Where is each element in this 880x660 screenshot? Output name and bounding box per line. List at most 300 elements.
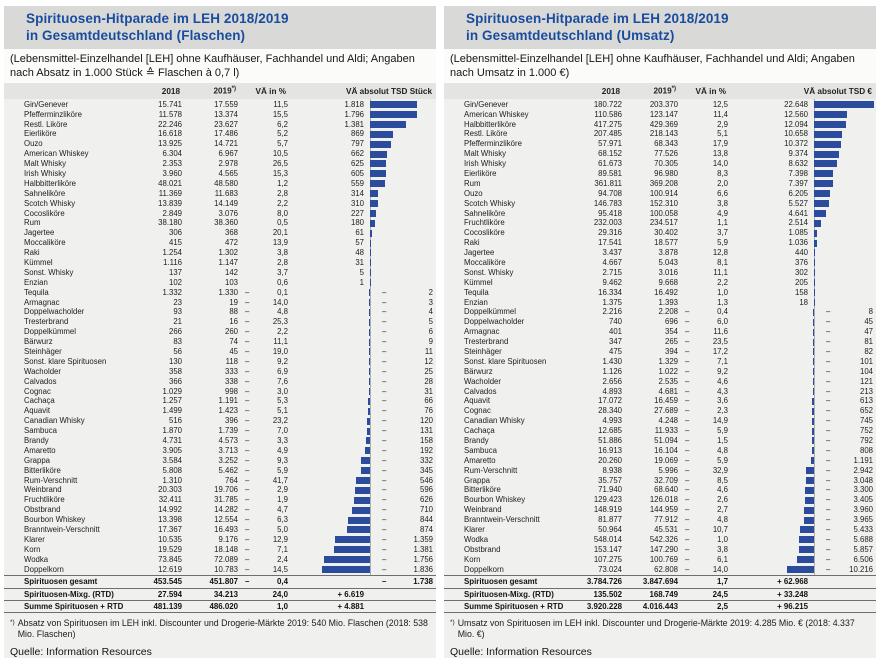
value-abs: 1 <box>359 277 364 287</box>
table-row <box>444 406 876 416</box>
bar-cell <box>728 228 876 238</box>
bar-cell <box>728 426 876 436</box>
minus-sign: – <box>685 475 690 485</box>
row-label: Wacholder <box>464 376 501 386</box>
minus-sign: – <box>685 327 690 337</box>
minus-sign: – <box>685 534 690 544</box>
table-row <box>4 387 436 397</box>
table-row <box>444 377 876 387</box>
minus-sign: – <box>685 544 690 554</box>
pct-number: 4,7 <box>277 505 288 515</box>
table-row <box>444 436 876 446</box>
value-abs: 8.632 <box>788 159 808 169</box>
row-label: Wacholder <box>24 366 61 376</box>
value-abs: 1.036 <box>788 238 808 248</box>
bar-cell <box>288 485 436 495</box>
value-2019: 369.208 <box>649 178 678 188</box>
minus-sign: – <box>826 445 831 455</box>
minus-sign: – <box>245 287 250 297</box>
value-2018: 153.147 <box>593 544 622 554</box>
pct-number: 14,0 <box>712 564 728 574</box>
pct-number: 1,0 <box>717 287 728 297</box>
row-label: Irish Whisky <box>464 159 507 169</box>
value-pct <box>678 337 728 347</box>
table-row <box>4 545 436 555</box>
panel-flaschen <box>4 6 436 658</box>
row-label: Kümmel <box>464 277 493 287</box>
row-label: Moccaliköre <box>24 238 66 248</box>
pct-number: 4,9 <box>277 445 288 455</box>
value-pct <box>238 317 288 327</box>
table-row <box>444 317 876 327</box>
abs-number: 5.857 <box>853 544 873 554</box>
title-line-2: in Gesamtdeutschland (Umsatz) <box>466 27 675 43</box>
value-pct <box>238 327 288 337</box>
value-bar <box>352 507 370 514</box>
pct-number: 41,7 <box>272 475 288 485</box>
bar-cell <box>728 159 876 169</box>
bar-cell <box>288 110 436 120</box>
minus-sign: – <box>382 564 387 574</box>
pct-number: 14,0 <box>712 159 728 169</box>
value-bar <box>370 131 393 138</box>
value-pct <box>678 456 728 466</box>
table-row <box>4 159 436 169</box>
row-label: Doppelkümmel <box>464 307 517 317</box>
value-2018: 20.303 <box>158 485 182 495</box>
value-abs: 12.094 <box>784 119 808 129</box>
bar-cell <box>728 288 876 298</box>
bar-cell <box>728 576 876 587</box>
value-2018: 4.893 <box>602 386 622 396</box>
pct-number: 0,6 <box>277 277 288 287</box>
pct-number: 8,3 <box>717 168 728 178</box>
row-label: Malt Whisky <box>464 149 507 159</box>
value-abs-neg <box>382 337 433 347</box>
bar-cell <box>728 238 876 248</box>
row-label: Sambuca <box>24 426 57 436</box>
table-row <box>4 485 436 495</box>
table-row <box>444 110 876 120</box>
value-pct <box>678 555 728 565</box>
bar-cell <box>288 601 436 612</box>
value-abs: 10.658 <box>784 129 808 139</box>
value-pct <box>238 357 288 367</box>
row-label: Aquavit <box>24 406 51 416</box>
minus-sign: – <box>685 376 690 386</box>
minus-sign: – <box>245 485 250 495</box>
table-row <box>4 406 436 416</box>
value-abs-neg <box>382 525 433 535</box>
row-label: Spirituosen gesamt <box>464 577 538 587</box>
value-abs-neg <box>382 317 433 327</box>
value-2018: 17.541 <box>598 238 622 248</box>
value-abs: 5 <box>359 267 364 277</box>
value-abs: 6.205 <box>788 188 808 198</box>
value-bar <box>812 418 814 425</box>
value-bar <box>812 437 814 444</box>
value-2019: 16 <box>229 317 238 327</box>
minus-sign: – <box>826 386 831 396</box>
value-2018: 1.126 <box>602 366 622 376</box>
value-abs: 205 <box>794 277 808 287</box>
value-abs-neg <box>826 476 873 486</box>
abs-number: 12 <box>424 356 433 366</box>
table-row <box>4 218 436 228</box>
value-abs-neg <box>382 476 433 486</box>
value-bar <box>806 467 814 474</box>
bar-cell <box>728 466 876 476</box>
row-label: Tresterbrand <box>464 337 509 347</box>
minus-sign: – <box>382 317 387 327</box>
bar-cell <box>288 555 436 565</box>
row-label: Obstbrand <box>24 505 61 515</box>
bar-cell <box>728 485 876 495</box>
row-label: Wodka <box>464 534 489 544</box>
abs-number: 1.738 <box>413 577 433 587</box>
bar-cell <box>728 601 876 612</box>
value-abs-neg <box>826 416 873 426</box>
table-row <box>444 416 876 426</box>
abs-number: 28 <box>424 376 433 386</box>
pct-number: 5,2 <box>277 129 288 139</box>
footnote-marker: *) <box>231 86 236 92</box>
value-pct <box>238 476 288 486</box>
column-header-2018: 2018 <box>601 86 620 96</box>
value-2019: 451.807 <box>209 577 238 587</box>
value-bar <box>369 368 370 375</box>
row-label: Jagertee <box>464 248 495 258</box>
value-abs-neg <box>382 545 433 555</box>
row-label: Doppelwacholder <box>464 317 525 327</box>
minus-sign: – <box>826 406 831 416</box>
value-pct <box>678 436 728 446</box>
pct-number: 8,1 <box>717 257 728 267</box>
value-2018: 23 <box>173 297 182 307</box>
value-2019: 100.769 <box>649 554 678 564</box>
value-2019: 3.252 <box>218 455 238 465</box>
pct-number: 6,6 <box>717 188 728 198</box>
abs-number: 3.405 <box>853 495 873 505</box>
abs-number: 546 <box>419 475 433 485</box>
value-bar <box>370 249 371 256</box>
value-bar <box>813 358 814 365</box>
value-bar <box>369 339 370 346</box>
row-label: Irish Whisky <box>24 168 67 178</box>
pct-number: 4,8 <box>277 307 288 317</box>
footnote-marker: *) <box>671 86 676 92</box>
minus-sign: – <box>382 554 387 564</box>
value-bar <box>787 566 814 573</box>
value-pct <box>238 396 288 406</box>
bar-cell <box>288 317 436 327</box>
row-label: Klarer <box>24 534 45 544</box>
value-pct <box>678 426 728 436</box>
table-row <box>4 189 436 199</box>
value-2018: 56 <box>173 347 182 356</box>
minus-sign: – <box>245 475 250 485</box>
value-2018: 94.708 <box>598 188 622 198</box>
table-row <box>4 416 436 426</box>
value-bar <box>814 200 829 207</box>
abs-number: 2.942 <box>853 465 873 475</box>
value-2018: 73.845 <box>158 554 182 564</box>
minus-sign: – <box>685 515 690 525</box>
value-2019: 126.018 <box>649 495 678 505</box>
row-label: Calvados <box>24 376 57 386</box>
value-2018: 81.877 <box>598 515 622 525</box>
row-label: Bärwurz <box>464 366 493 376</box>
minus-sign: – <box>245 396 250 406</box>
value-abs: 158 <box>794 287 808 297</box>
value-abs: 10.372 <box>784 139 808 149</box>
row-label: Fruchtliköre <box>24 495 65 505</box>
value-bar <box>356 477 370 484</box>
value-abs: 797 <box>350 139 364 149</box>
table-row <box>4 347 436 357</box>
table-row <box>444 139 876 149</box>
bar-cell <box>288 199 436 209</box>
value-pct <box>238 238 288 248</box>
table-row <box>444 268 876 278</box>
minus-sign: – <box>685 347 690 356</box>
value-bar <box>370 240 371 247</box>
bar-cell <box>728 367 876 377</box>
value-abs: 310 <box>350 198 364 208</box>
value-pct <box>238 199 288 209</box>
value-abs-neg <box>382 357 433 367</box>
bar-cell <box>288 367 436 377</box>
bar-cell <box>728 436 876 446</box>
value-2019: 9.668 <box>658 277 678 287</box>
bar-cell <box>288 515 436 525</box>
pct-number: 2,2 <box>277 327 288 337</box>
value-pct <box>678 139 728 149</box>
value-pct <box>238 139 288 149</box>
bar-cell <box>728 515 876 525</box>
value-2019: 3.847.694 <box>642 577 678 587</box>
title-line-1: Spirituosen-Hitparade im LEH 2018/2019 <box>466 11 729 26</box>
value-abs-neg <box>382 406 433 416</box>
table-row <box>4 110 436 120</box>
row-label: Doppelwacholder <box>24 307 85 317</box>
value-2019: 1.393 <box>658 297 678 307</box>
value-pct <box>678 367 728 377</box>
value-bar <box>367 428 370 435</box>
bar-cell <box>728 139 876 149</box>
value-pct <box>238 278 288 288</box>
value-2018: 129.423 <box>593 495 622 505</box>
value-pct <box>238 120 288 130</box>
minus-sign: – <box>685 525 690 535</box>
bar-cell <box>728 218 876 228</box>
minus-sign: – <box>382 426 387 436</box>
bar-cell <box>728 337 876 347</box>
value-2018: 13.839 <box>158 198 182 208</box>
value-pct <box>238 406 288 416</box>
bar-cell <box>728 149 876 159</box>
table-row <box>4 298 436 308</box>
minus-sign: – <box>382 525 387 535</box>
table-row <box>444 476 876 486</box>
table-row <box>4 456 436 466</box>
value-2018: 9.462 <box>602 277 622 287</box>
pct-number: 4,9 <box>717 208 728 218</box>
table-row <box>444 149 876 159</box>
value-2019: 3.878 <box>658 248 678 258</box>
value-abs: 12.560 <box>784 109 808 119</box>
value-2018: 28.340 <box>598 406 622 416</box>
value-2019: 72.089 <box>214 554 238 564</box>
value-2018: 266 <box>168 327 182 337</box>
value-2019: 5.996 <box>658 465 678 475</box>
bar-cell <box>288 525 436 535</box>
value-abs-neg <box>382 555 433 565</box>
value-2019: 34.213 <box>213 589 238 599</box>
panel-umsatz <box>444 6 876 658</box>
value-2018: 2.353 <box>162 159 182 169</box>
value-abs: 376 <box>794 257 808 267</box>
row-label: Cocosliköre <box>24 208 65 218</box>
value-bar <box>370 279 371 286</box>
minus-sign: – <box>382 356 387 366</box>
bar-cell <box>288 209 436 219</box>
column-header-pct: VÄ in % <box>695 86 726 96</box>
value-abs-neg <box>382 298 433 308</box>
bar-cell <box>728 505 876 515</box>
table-row <box>4 209 436 219</box>
value-bar <box>369 289 370 296</box>
value-bar <box>370 230 372 237</box>
pct-number: 5,1 <box>717 129 728 139</box>
value-2019: 100.914 <box>649 188 678 198</box>
value-bar <box>813 378 814 385</box>
minus-sign: – <box>826 534 831 544</box>
row-label: Weinbrand <box>24 485 62 495</box>
value-pct <box>238 485 288 495</box>
minus-sign: – <box>382 436 387 446</box>
abs-number: 9 <box>428 337 433 347</box>
abs-number: 47 <box>864 327 873 337</box>
value-pct <box>678 100 728 110</box>
bar-cell <box>728 278 876 288</box>
value-2018: 2.849 <box>162 208 182 218</box>
value-bar <box>370 151 387 158</box>
minus-sign: – <box>245 406 250 416</box>
value-bar <box>369 309 370 316</box>
value-2019: 1.423 <box>218 406 238 416</box>
value-2019: 48.580 <box>214 178 238 188</box>
row-label: Bourbon Whiskey <box>24 515 86 525</box>
row-label: Amaretto <box>464 455 496 465</box>
value-pct <box>238 525 288 535</box>
value-2018: 27.594 <box>157 589 182 599</box>
value-bar <box>370 200 378 207</box>
table-rows <box>4 99 436 575</box>
value-2019: 18.148 <box>214 544 238 554</box>
minus-sign: – <box>245 455 250 465</box>
pct-number: 3,0 <box>277 386 288 396</box>
bar-cell <box>728 456 876 466</box>
row-label: Eierliköre <box>24 129 57 139</box>
value-bar <box>813 309 814 316</box>
minus-sign: – <box>245 416 250 426</box>
value-2019: 1.330 <box>218 287 238 297</box>
bar-cell <box>728 307 876 317</box>
row-label: Cognac <box>24 386 51 396</box>
bar-cell <box>288 228 436 238</box>
pct-number: 3,6 <box>717 396 728 406</box>
table-row <box>444 199 876 209</box>
pct-number: 8,0 <box>277 208 288 218</box>
row-label: Rum-Verschnitt <box>24 475 78 485</box>
value-pct <box>238 110 288 120</box>
column-header-2019: 2019*) <box>653 86 676 96</box>
value-2019: 144.959 <box>649 505 678 515</box>
row-label: Restl. Liköre <box>464 129 508 139</box>
pct-number: 6,9 <box>277 366 288 376</box>
value-2019: 70.305 <box>654 159 678 169</box>
row-label: Gin/Genever <box>464 99 509 109</box>
pct-number: 5,3 <box>277 396 288 406</box>
value-2019: 103 <box>224 277 238 287</box>
abs-number: 613 <box>859 396 873 406</box>
row-label: Scotch Whisky <box>24 198 76 208</box>
abs-number: 25 <box>424 366 433 376</box>
abs-number: 76 <box>424 406 433 416</box>
minus-sign: – <box>685 426 690 436</box>
value-2018: 1.870 <box>162 426 182 436</box>
table-row <box>4 377 436 387</box>
value-2018: 61.673 <box>598 159 622 169</box>
table-row <box>4 396 436 406</box>
bar-cell <box>288 565 436 575</box>
value-2019: 142 <box>224 267 238 277</box>
minus-sign: – <box>245 376 250 386</box>
value-bar <box>814 170 833 177</box>
value-2019: 265 <box>664 337 678 347</box>
table-row <box>4 495 436 505</box>
value-2019: 203.370 <box>649 99 678 109</box>
bar-cell <box>728 199 876 209</box>
value-bar <box>799 536 814 543</box>
row-label: Aquavit <box>464 396 491 406</box>
value-2019: 3.713 <box>218 445 238 455</box>
value-pct <box>678 406 728 416</box>
bar-cell <box>288 139 436 149</box>
value-pct <box>238 129 288 139</box>
value-abs-neg <box>382 466 433 476</box>
bar-cell <box>728 120 876 130</box>
row-label: Spirituosen-Mixg. (RTD) <box>464 589 554 599</box>
value-2019: 118 <box>225 356 238 366</box>
value-2019: 74 <box>229 337 238 347</box>
value-pct <box>678 258 728 268</box>
table-row <box>444 485 876 495</box>
abs-number: 4 <box>428 307 433 317</box>
value-pct <box>238 307 288 317</box>
value-abs: + 33.248 <box>777 589 808 599</box>
row-label: Ouzo <box>464 188 483 198</box>
panel-subtitle: (Lebensmittel-Einzelhandel [LEH] ohne Kaufhäuser, Fachhandel und Aldi; Angaben nach Absatz in 1.000 Stück ≙ Flaschen à 0,7 l) <box>4 49 436 83</box>
value-2018: 1.375 <box>602 297 622 307</box>
pct-number: 3,8 <box>277 248 288 258</box>
value-abs: 18 <box>799 297 808 307</box>
value-pct <box>238 589 288 600</box>
value-2018: 3.905 <box>162 445 182 455</box>
source-label: Quelle: Information Resources <box>450 645 592 658</box>
pct-number: 2,8 <box>277 188 288 198</box>
